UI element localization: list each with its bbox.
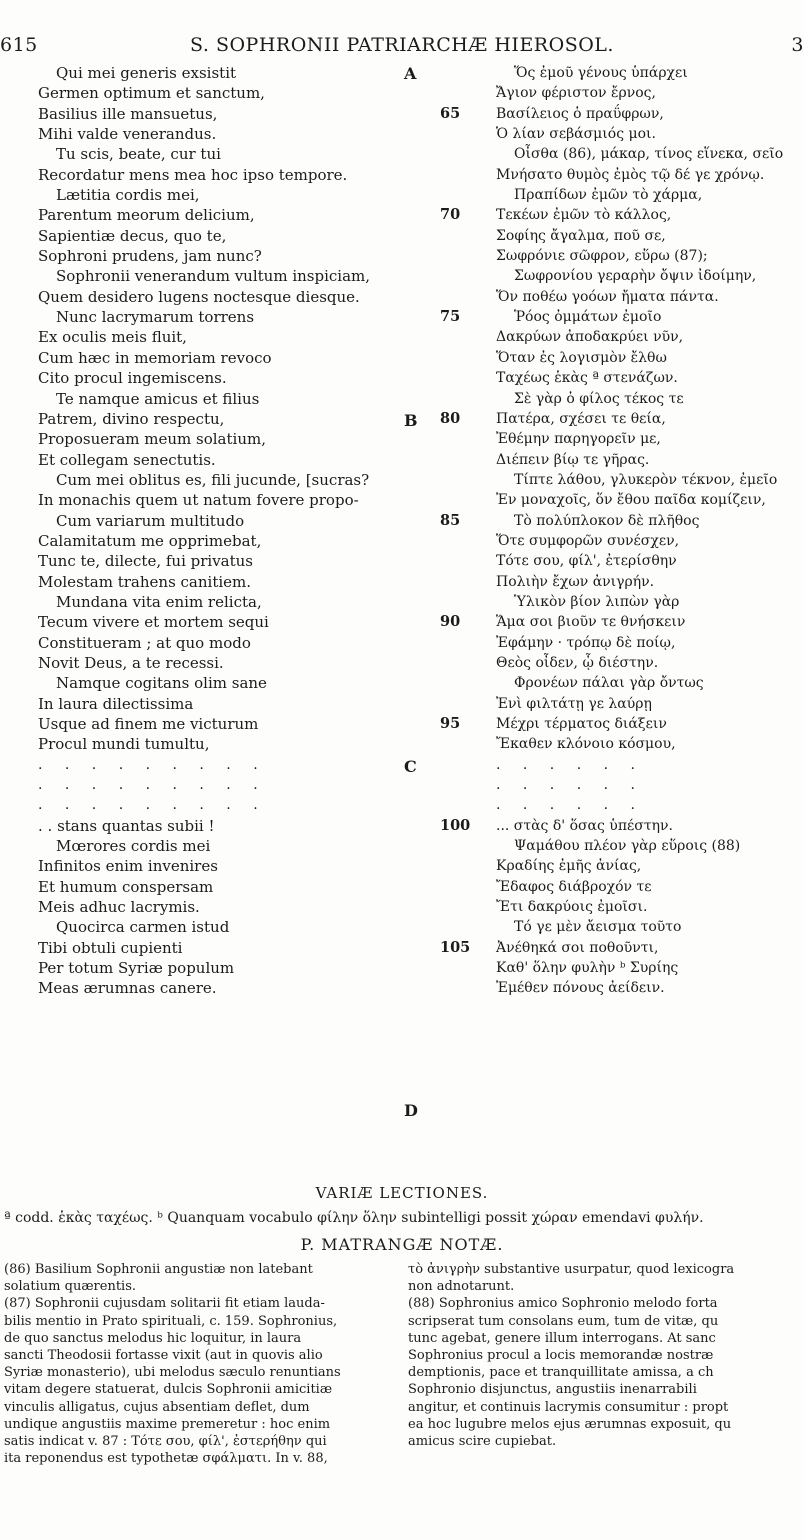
greek-verse-line — [440, 287, 804, 307]
latin-verse-line-text: Proposueram meum solatium, — [38, 430, 266, 449]
latin-verse-line-text: Lætitia cordis mei, — [56, 186, 200, 205]
greek-verse-line-text: Οἶσθα (86), μάκαρ, τίνος εἵνεκα, σεῖο — [514, 146, 784, 163]
latin-verse-line-text: Novit Deus, a te recessi. — [38, 653, 224, 672]
note-line: demptionis, pace et tranquillitate amissa, a ch — [408, 1365, 714, 1381]
latin-verse-line-text: Meis adhuc lacrymis. — [38, 898, 200, 917]
note-line: Sophronius procul a locis memorandæ nostræ — [408, 1347, 714, 1363]
variae-line: ª codd. ἑκὰς ταχέως. ᵇ Quanquam vocabulo φίλην ὅλην subintelligi possit χώραν emendavi φυλήν. — [4, 1210, 704, 1226]
latin-verse-line-text: Cum variarum multitudo — [56, 511, 245, 530]
latin-verse-line-text: Basilius ille mansuetus, — [38, 104, 218, 123]
latin-verse-line — [38, 246, 413, 266]
latin-verse-line — [38, 877, 413, 897]
greek-verse-line — [440, 572, 804, 592]
latin-verse-line — [38, 836, 413, 856]
greek-verse-line — [440, 63, 804, 83]
line-number: 70 — [440, 206, 461, 224]
note-line: scripserat tum consolans eum, tum de vitæ, qu — [408, 1313, 719, 1329]
latin-verse-line-text: Molestam trahens canitiem. — [38, 572, 252, 591]
latin-verse-line — [38, 897, 413, 917]
greek-verse-line — [440, 165, 804, 185]
greek-verse-line-text: Μνήσατο θυμὸς ἐμὸς τῷ δέ γε χρόνῳ. — [496, 166, 765, 183]
latin-verse-line — [38, 734, 413, 754]
latin-verse-line — [38, 327, 413, 347]
latin-verse-column — [38, 63, 413, 999]
greek-verse-line — [440, 368, 804, 388]
greek-verse-line-text: Τεκέων ἐμῶν τὸ κάλλος, — [496, 207, 672, 224]
greek-verse-line-text: Φρονέων πάλαι γὰρ ὄντως — [514, 675, 704, 692]
latin-verse-line — [38, 450, 413, 470]
running-title: S. SOPHRONII PATRIARCHÆ HIEROSOL. — [190, 34, 614, 56]
latin-verse-line — [38, 389, 413, 409]
line-number: 100 — [440, 816, 471, 834]
greek-verse-line — [440, 246, 804, 266]
greek-verse-line-text: Ὅταν ἐς λογισμὸν ἔλθω — [496, 349, 667, 366]
latin-verse-line-text: Meas ærumnas canere. — [38, 979, 217, 998]
greek-verse-line-text: Βασίλειος ὁ πραΰφρων, — [496, 105, 664, 122]
greek-verse-line — [440, 856, 804, 876]
greek-verse-line — [440, 816, 804, 836]
greek-verse-line — [440, 266, 804, 286]
greek-verse-line-text: Μέχρι τέρματος διάξειν — [496, 716, 667, 732]
latin-verse-line — [38, 348, 413, 368]
line-number: 90 — [440, 613, 461, 631]
greek-verse-line-text: Ὅν ποθέω γοόων ἤματα πάντα. — [496, 288, 719, 305]
greek-verse-line — [440, 978, 804, 998]
greek-verse-line — [440, 673, 804, 693]
greek-verse-line — [440, 653, 804, 673]
latin-verse-line-text: Te namque amicus et filius — [56, 389, 260, 408]
greek-verse-line — [440, 714, 804, 734]
latin-verse-line — [38, 531, 413, 551]
latin-verse-line — [38, 63, 413, 83]
greek-verse-line — [440, 389, 804, 409]
latin-verse-line — [38, 104, 413, 124]
greek-verse-line-text: Σὲ γὰρ ὁ φίλος τέκος τε — [514, 390, 684, 407]
greek-verse-column — [440, 63, 804, 999]
note-line: (86) Basilium Sophronii angustiæ non latebant — [4, 1262, 313, 1277]
latin-verse-line-text: Tunc te, dilecte, fui privatus — [38, 552, 254, 571]
note-line: (87) Sophronii cujusdam solitarii fit etiam lauda- — [4, 1296, 325, 1312]
latin-verse-line-text: Mundana vita enim relicta, — [56, 592, 262, 611]
latin-verse-line-text: Tibi obtuli cupienti — [38, 938, 183, 957]
greek-verse-line — [440, 938, 804, 958]
note-line: satis indicat v. 87 : Τότε σου, φίλ', ἐστερήθην qui — [4, 1433, 327, 1449]
latin-verse-line-text: Ex oculis meis fluit, — [38, 328, 187, 347]
latin-verse-line — [38, 917, 413, 937]
greek-verse-line — [440, 429, 804, 449]
greek-verse-line-text: Τό γε μὲν ἄεισμα τοῦτο — [514, 919, 682, 936]
greek-verse-line — [440, 470, 804, 490]
latin-verse-line — [38, 856, 413, 876]
note-line: τὸ ἀνιγρὴν substantive usurpatur, quod lexicogra — [408, 1262, 735, 1277]
latin-verse-line-text: Germen optimum et sanctum, — [38, 84, 265, 103]
latin-verse-line — [38, 612, 413, 632]
greek-verse-line-text: Σωφρόνιε σῶφρον, εὕρω (87); — [496, 248, 708, 265]
latin-verse-line-text: Sapientiæ decus, quo te, — [38, 226, 227, 245]
latin-verse-line-text: Sophroni prudens, jam nunc? — [38, 247, 262, 266]
greek-verse-line — [440, 205, 804, 225]
latin-verse-line — [38, 551, 413, 571]
line-number: 85 — [440, 511, 461, 529]
latin-verse-line — [38, 266, 413, 286]
greek-verse-line — [440, 775, 804, 795]
latin-verse-line — [38, 409, 413, 429]
latin-verse-line-text: In monachis quem ut natum fovere propo- — [38, 491, 359, 510]
greek-verse-line — [440, 450, 804, 470]
greek-verse-line-text: Πραπίδων ἐμῶν τὸ χάρμα, — [514, 187, 703, 204]
latin-verse-line-text: Sophronii venerandum vultum inspiciam, — [56, 267, 371, 286]
latin-verse-line — [38, 226, 413, 246]
greek-verse-line — [440, 511, 804, 531]
latin-verse-line-text: Cum mei oblitus es, fili jucunde, [sucras? — [56, 470, 370, 489]
latin-verse-line-text: Et collegam senectutis. — [38, 450, 216, 469]
latin-verse-line-text: Parentum meorum delicium, — [38, 206, 255, 225]
latin-verse-line-text: Procul mundi tumultu, — [38, 735, 210, 754]
latin-verse-line — [38, 653, 413, 673]
latin-verse-line — [38, 287, 413, 307]
latin-verse-line-text: Recordatur mens mea hoc ipso tempore. — [38, 165, 348, 184]
greek-verse-line-text: Ψαμάθου πλέον γὰρ εὕροις (88) — [514, 838, 741, 855]
note-line: (88) Sophronius amico Sophronio melodo forta — [408, 1296, 718, 1312]
latin-verse-line — [38, 958, 413, 978]
greek-verse-line-text: Κραδίης ἐμῆς ἀνίας, — [496, 858, 642, 875]
latin-verse-line — [38, 795, 413, 815]
greek-verse-line-text: Τότε σου, φίλ', ἐτερίσθην — [496, 553, 677, 570]
note-line: bilis mentio in Prato spirituali, c. 159. Sophronius, — [4, 1313, 338, 1329]
greek-verse-line-text: Ἅμα σοι βιοῦν τε θνήσκειν — [496, 614, 686, 631]
latin-verse-line — [38, 511, 413, 531]
latin-verse-line — [38, 165, 413, 185]
latin-verse-line-text: In laura dilectissima — [38, 694, 194, 713]
latin-verse-line — [38, 124, 413, 144]
greek-verse-line — [440, 755, 804, 775]
note-line: ea hoc lugubre melos ejus ærumnas exposuit, qu — [408, 1416, 732, 1432]
greek-verse-line-text: . . . . . . — [496, 797, 644, 814]
line-number: 65 — [440, 104, 461, 122]
greek-verse-line — [440, 694, 804, 714]
greek-verse-line-text: Ὑλικὸν βίον λιπὼν γὰρ — [514, 593, 680, 610]
greek-verse-line-text: Θεὸς οἶδεν, ᾧ διέστην. — [496, 654, 659, 671]
greek-verse-line — [440, 83, 804, 103]
latin-verse-line-text: Constitueram ; at quo modo — [38, 633, 251, 652]
latin-verse-line — [38, 816, 413, 836]
latin-verse-line-text: Namque cogitans olim sane — [56, 674, 267, 693]
greek-verse-line-text: Ἐθέμην παρηγορεῖν με, — [496, 431, 661, 448]
latin-verse-line — [38, 205, 413, 225]
note-line: non adnotarunt. — [408, 1279, 515, 1295]
greek-verse-line-text: Πατέρα, σχέσει τε θεία, — [496, 410, 666, 427]
greek-verse-line-text: Ἐφάμην · τρόπῳ δὲ ποίῳ, — [496, 634, 676, 651]
latin-verse-line-text: Calamitatum me opprimebat, — [38, 531, 262, 550]
margin-letter-a: A — [404, 64, 417, 83]
greek-verse-line — [440, 917, 804, 937]
greek-verse-line-text: Πολιὴν ἔχων ἀνιγρήν. — [496, 573, 655, 590]
latin-verse-line — [38, 490, 413, 510]
greek-verse-line-text: Ἔδαφος διάβροχόν τε — [496, 878, 652, 895]
latin-verse-line-text: . . . . . . . . . — [38, 777, 267, 794]
greek-verse-line — [440, 307, 804, 327]
greek-verse-line-text: Ἀνέθηκά σοι ποθοῦντι, — [496, 939, 659, 956]
greek-verse-line-text: ... στὰς δ' ὅσας ὑπέστην. — [496, 817, 673, 834]
latin-verse-line — [38, 694, 413, 714]
greek-verse-line — [440, 348, 804, 368]
greek-verse-line-text: Ἔτι δακρύοις ἐμοῖσι. — [496, 899, 648, 916]
latin-verse-line-text: Per totum Syriæ populum — [38, 959, 235, 978]
greek-verse-line-text: Ἐν μοναχοῖς, ὅν ἔθου παῖδα κομίζειν, — [496, 492, 766, 509]
latin-verse-line-text: Et humum conspersam — [38, 877, 214, 896]
greek-verse-line-text: . . . . . . — [496, 777, 644, 794]
greek-verse-line — [440, 633, 804, 653]
note-line: solatium quærentis. — [4, 1279, 136, 1295]
latin-verse-line — [38, 938, 413, 958]
notae-right-column — [408, 1261, 804, 1450]
note-line: de quo sanctus melodus hic loquitur, in laura — [4, 1330, 302, 1346]
latin-verse-line — [38, 144, 413, 164]
latin-verse-line — [38, 755, 413, 775]
latin-verse-line — [38, 978, 413, 998]
latin-verse-line — [38, 185, 413, 205]
greek-verse-line-text: Ἐμέθεν πόνους ἀείδειν. — [496, 980, 665, 997]
margin-letter-b: B — [404, 411, 418, 430]
latin-verse-line-text: Quocirca carmen istud — [56, 918, 230, 937]
note-line: vinculis alligatus, cujus absentiam deflet, dum — [4, 1399, 310, 1415]
latin-verse-line — [38, 429, 413, 449]
greek-verse-line — [440, 958, 804, 978]
latin-verse-line-text: Patrem, divino respectu, — [38, 409, 225, 428]
greek-verse-line-text: Ταχέως ἑκὰς ª στενάζων. — [496, 370, 678, 387]
latin-verse-line — [38, 470, 413, 490]
latin-verse-line-text: Mœrores cordis mei — [56, 837, 211, 856]
latin-verse-line-text: Qui mei generis exsistit — [56, 64, 237, 82]
line-number: 75 — [440, 308, 461, 326]
latin-verse-line-text: Tecum vivere et mortem sequi — [38, 613, 269, 632]
latin-verse-line — [38, 368, 413, 388]
latin-verse-line — [38, 633, 413, 653]
latin-verse-line-text: . . . . . . . . . — [38, 797, 267, 814]
note-line: angitur, et continuis lacrymis consumitur : propt — [408, 1399, 729, 1415]
greek-verse-line-text: Ῥόος ὀμμάτων ἐμοῖο — [514, 309, 662, 326]
margin-letter-c: C — [404, 757, 417, 776]
greek-verse-line — [440, 734, 804, 754]
latin-verse-line-text: Mihi valde venerandus. — [38, 125, 217, 144]
note-line: amicus scire cupiebat. — [408, 1433, 557, 1449]
line-number: 105 — [440, 938, 471, 956]
note-line: sancti Theodosii fortasse vixit (aut in quovis alio — [4, 1347, 323, 1363]
latin-verse-line-text: Cum hæc in memoriam revoco — [38, 348, 272, 367]
latin-verse-line — [38, 673, 413, 693]
note-line: undique angustiis maxime premeretur : hoc enim — [4, 1416, 331, 1432]
latin-verse-line — [38, 775, 413, 795]
greek-verse-line — [440, 104, 804, 124]
page-number-left: 615 — [0, 34, 38, 56]
latin-verse-line-text: Infinitos enim invenires — [38, 857, 218, 876]
greek-verse-line-text: Ὁ λίαν σεβάσμιός μοι. — [496, 126, 656, 143]
greek-verse-line-text: Δακρύων ἀποδακρύει νῦν, — [496, 329, 684, 346]
greek-verse-line — [440, 185, 804, 205]
greek-verse-line-text: Ἔκαθεν κλόνοιο κόσμου, — [496, 736, 676, 753]
greek-verse-line — [440, 226, 804, 246]
greek-verse-line — [440, 877, 804, 897]
greek-verse-line — [440, 592, 804, 612]
latin-verse-line-text: Cito procul ingemiscens. — [38, 369, 227, 388]
greek-verse-line — [440, 531, 804, 551]
greek-verse-line-text: Ἐνὶ φιλτάτῃ γε λαύρῃ — [496, 695, 652, 712]
notae-left-column — [4, 1261, 394, 1467]
note-line: ita reponendus est typothetæ σφάλματι. In v. 88, — [4, 1451, 328, 1467]
latin-verse-line-text: Nunc lacrymarum torrens — [56, 308, 255, 327]
line-number: 80 — [440, 409, 461, 427]
greek-verse-line — [440, 836, 804, 856]
greek-verse-line — [440, 551, 804, 571]
greek-verse-line — [440, 124, 804, 144]
notae-heading: P. MATRANGÆ NOTÆ. — [300, 1235, 504, 1254]
note-line: Sophronio disjunctus, angustiis inenarrabili — [408, 1382, 697, 1398]
greek-verse-line-text: Ὅτε συμφορῶν συνέσχεν, — [496, 532, 680, 549]
greek-verse-line-text: Ὅς ἐμοῦ γένους ὑπάρχει — [514, 65, 688, 81]
latin-verse-line — [38, 714, 413, 734]
running-header — [0, 34, 804, 56]
greek-verse-line-text: Σοφίης ἄγαλμα, ποῦ σε, — [496, 227, 666, 244]
latin-verse-line-text: Usque ad finem me victurum — [38, 715, 259, 733]
latin-verse-line — [38, 572, 413, 592]
note-line: tunc agebat, genere illum interrogans. At sanc — [408, 1330, 716, 1346]
greek-verse-line — [440, 612, 804, 632]
greek-verse-line-text: Τίπτε λάθου, γλυκερὸν τέκνον, ἐμεῖο — [514, 471, 778, 488]
greek-verse-line — [440, 144, 804, 164]
latin-verse-line — [38, 592, 413, 612]
latin-verse-line-text: . . . . . . . . . — [38, 756, 267, 773]
greek-verse-line-text: . . . . . . — [496, 756, 644, 773]
greek-verse-line — [440, 795, 804, 815]
greek-verse-line-text: Καθ' ὅλην φυλὴν ᵇ Συρίης — [496, 960, 679, 977]
note-line: vitam degere statuerat, dulcis Sophronii amicitiæ — [4, 1382, 333, 1398]
greek-verse-line-text: Ἄγιον φέριστον ἔρνος, — [496, 85, 656, 102]
latin-verse-line — [38, 83, 413, 103]
latin-verse-line-text: . . stans quantas subii ! — [38, 816, 215, 835]
note-line: Syriæ monasterio), ubi melodus sæculo renuntians — [4, 1365, 341, 1381]
greek-verse-line-text: Τὸ πολύπλοκον δὲ πλῆθος — [514, 512, 700, 529]
greek-verse-line-text: Σωφρονίου γεραρὴν ὄψιν ἰδοίμην, — [514, 268, 757, 285]
page-number-right: 3 — [791, 34, 804, 56]
greek-verse-line — [440, 897, 804, 917]
variae-heading: VARIÆ LECTIONES. — [315, 1184, 489, 1202]
greek-verse-line — [440, 409, 804, 429]
margin-letter-d: D — [404, 1101, 418, 1120]
latin-verse-line — [38, 307, 413, 327]
greek-verse-line — [440, 490, 804, 510]
greek-verse-line-text: Διέπειν βίῳ τε γῆρας. — [496, 451, 650, 468]
latin-verse-line-text: Tu scis, beate, cur tui — [56, 145, 221, 164]
line-number: 95 — [440, 715, 461, 732]
latin-verse-line-text: Quem desidero lugens noctesque diesque. — [38, 287, 360, 306]
greek-verse-line — [440, 327, 804, 347]
